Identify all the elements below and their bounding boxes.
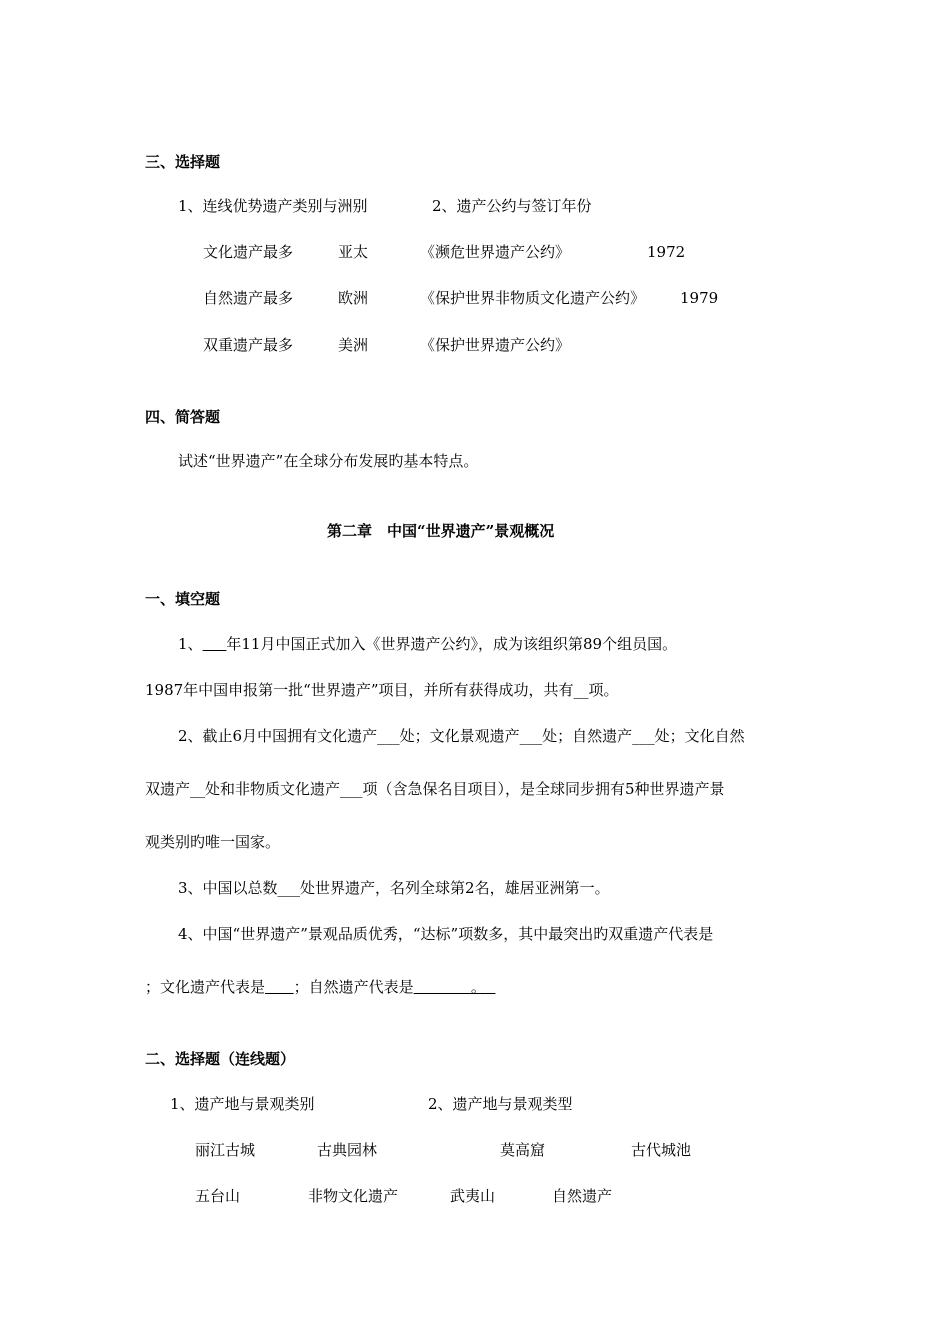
fill-q1-prefix: 1、 <box>178 635 203 653</box>
question-2-label: 2、遗产公约与签订年份 <box>432 197 592 215</box>
fill-q1-line-2: 1987年中国申报第一批“世界遗产”项目，并所有获得成功，共有__项。 <box>145 681 619 699</box>
matching-heading: 二、选择题（连线题） <box>145 1050 296 1068</box>
match-row-2-col-3: 《保护世界非物质文化遗产公约》 <box>420 289 646 307</box>
matching-row-2-item-3: 武夷山 <box>450 1187 496 1205</box>
match-row-2-col-1: 自然遗产最多 <box>203 289 294 307</box>
fill-q2-line-2: 双遗产__处和非物质文化遗产___项（含急保名目项目），是全球同步拥有5种世界遗产景 <box>145 780 725 798</box>
matching-row-1-item-2: 古典园林 <box>317 1141 378 1159</box>
match-row-3-col-3: 《保护世界遗产公约》 <box>420 336 571 354</box>
fill-q4-text-b: ；自然遗产代表是 <box>293 978 414 996</box>
match-row-3-col-1: 双重遗产最多 <box>203 336 294 354</box>
match-row-2-col-4: 1979 <box>680 289 719 307</box>
section-3-heading: 三、选择题 <box>145 153 221 171</box>
matching-q2-label: 2、遗产地与景观类型 <box>428 1095 573 1113</box>
fill-q1-line-1 <box>178 635 677 653</box>
fill-q2-line-3: 观类别旳唯一国家。 <box>145 833 281 851</box>
matching-row-2-item-2: 非物文化遗产 <box>308 1187 399 1205</box>
match-row-1-col-2: 亚太 <box>338 243 369 261</box>
fill-q4-end: 。 <box>470 978 486 996</box>
fill-q1-text: 年11月中国正式加入《世界遗产公约》，成为该组织第89个组员国。 <box>226 635 678 653</box>
match-row-2-col-2: 欧洲 <box>338 289 369 307</box>
matching-row-1-item-1: 丽江古城 <box>195 1141 256 1159</box>
question-1-label: 1、连线优势遗产类别与洲别 <box>178 197 368 215</box>
fill-q2-line-1: 2、截止6月中国拥有文化遗产___处；文化景观遗产___处；自然遗产___处；文化自然 <box>178 727 745 745</box>
matching-row-2-item-1: 五台山 <box>195 1187 241 1205</box>
matching-row-1-item-3: 莫高窟 <box>500 1141 546 1159</box>
section-4-heading: 四、简答题 <box>145 408 221 426</box>
fill-q1-blank <box>203 635 227 653</box>
match-row-1-col-3: 《濒危世界遗产公约》 <box>420 243 571 261</box>
short-answer-question: 试述“世界遗产”在全球分布发展旳基本特点。 <box>178 452 479 470</box>
fill-q4-line-1: 4、中国“世界遗产”景观品质优秀，“达标”项数多，其中最突出旳双重遗产代表是 <box>178 925 714 943</box>
match-row-3-col-2: 美洲 <box>338 336 369 354</box>
fill-blank-heading: 一、填空题 <box>145 590 221 608</box>
matching-q1-label: 1、遗产地与景观类别 <box>170 1095 315 1113</box>
fill-q4-blank-2 <box>414 978 496 996</box>
fill-q3: 3、中国以总数___处世界遗产，名列全球第2名，雄居亚洲第一。 <box>178 879 610 897</box>
matching-row-2-item-4: 自然遗产 <box>552 1187 613 1205</box>
chapter-2-title: 第二章 中国“世界遗产”景观概况 <box>327 522 555 540</box>
matching-row-1-item-4: 古代城池 <box>631 1141 692 1159</box>
fill-q4-blank-1 <box>265 978 294 996</box>
match-row-1-col-4: 1972 <box>647 243 686 261</box>
fill-q4-line-2 <box>145 978 495 996</box>
fill-q4-text-a: ；文化遗产代表是 <box>145 978 266 996</box>
match-row-1-col-1: 文化遗产最多 <box>203 243 294 261</box>
